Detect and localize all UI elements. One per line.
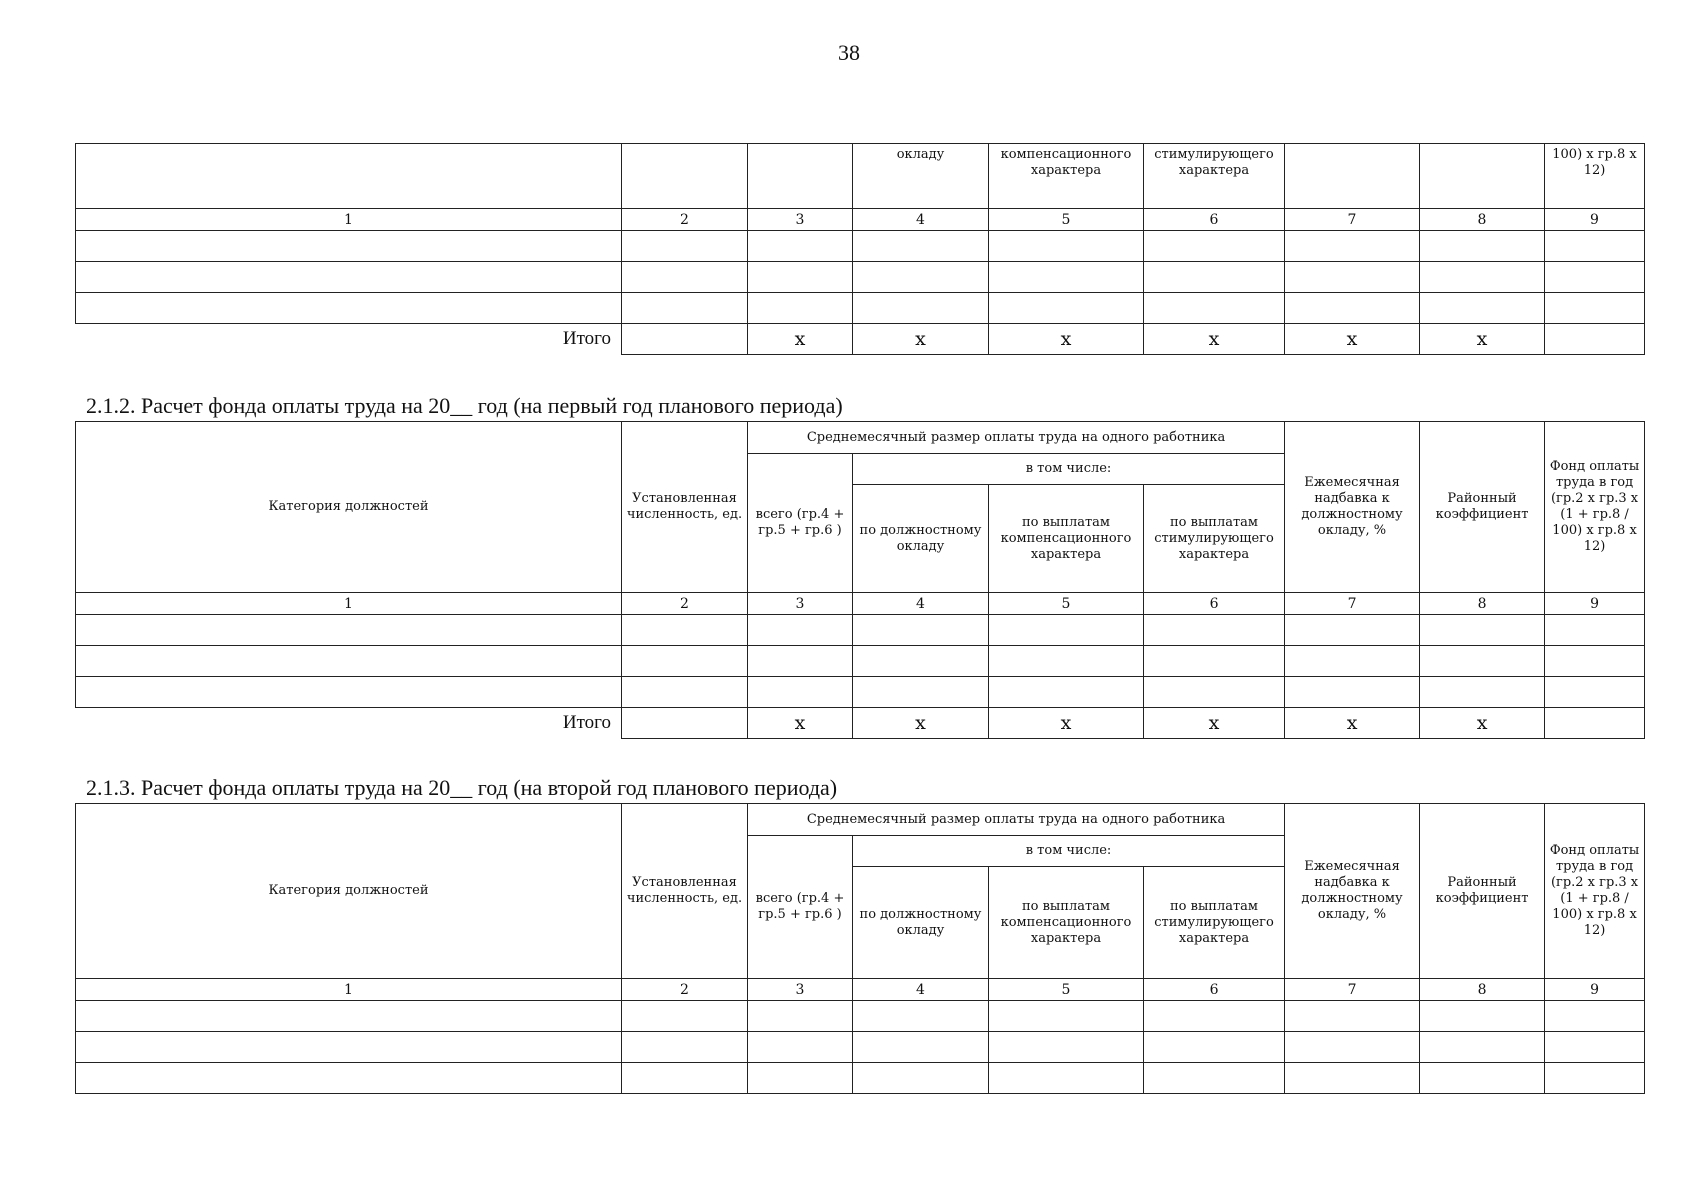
table-row xyxy=(76,1001,1645,1032)
header-compensation: по выплатам компенсационного характера xyxy=(989,485,1144,593)
input-cell[interactable] xyxy=(1545,677,1645,708)
total-mark: х xyxy=(748,324,853,355)
input-cell[interactable] xyxy=(1545,1001,1645,1032)
input-cell[interactable] xyxy=(622,1001,748,1032)
input-cell[interactable] xyxy=(1144,677,1285,708)
input-cell[interactable] xyxy=(1285,677,1420,708)
input-cell[interactable] xyxy=(1285,1001,1420,1032)
column-number: 8 xyxy=(1420,979,1545,1001)
header-cell xyxy=(748,144,853,209)
input-cell[interactable] xyxy=(748,262,853,293)
table-row xyxy=(76,677,1645,708)
column-number: 6 xyxy=(1144,209,1285,231)
header-including: в том числе: xyxy=(853,836,1285,867)
input-cell[interactable] xyxy=(1144,231,1285,262)
input-cell[interactable] xyxy=(853,1032,989,1063)
total-row xyxy=(76,708,1645,739)
input-cell[interactable] xyxy=(76,646,622,677)
input-cell[interactable] xyxy=(1420,677,1545,708)
total-mark: х xyxy=(989,708,1144,739)
input-cell[interactable] xyxy=(1144,1001,1285,1032)
input-cell[interactable] xyxy=(748,231,853,262)
header-cell xyxy=(622,144,748,209)
input-cell[interactable] xyxy=(1144,1032,1285,1063)
header-avg-monthly: Среднемесячный размер оплаты труда на одного работника xyxy=(748,804,1285,836)
input-cell[interactable] xyxy=(1285,1032,1420,1063)
header-staff-count: Установленная численность, ед. xyxy=(622,422,748,593)
input-cell[interactable] xyxy=(76,677,622,708)
page-number: 38 xyxy=(838,40,860,65)
table-row xyxy=(76,646,1645,677)
input-cell[interactable] xyxy=(748,677,853,708)
column-number: 2 xyxy=(622,593,748,615)
column-number-row xyxy=(76,979,1645,1001)
column-number: 7 xyxy=(1285,979,1420,1001)
column-number: 7 xyxy=(1285,209,1420,231)
header-cell xyxy=(1420,144,1545,209)
column-number: 2 xyxy=(622,209,748,231)
header-regional-coef: Районный коэффициент xyxy=(1420,804,1545,979)
input-cell[interactable] xyxy=(1285,231,1420,262)
input-cell[interactable] xyxy=(1420,615,1545,646)
input-cell[interactable] xyxy=(76,1001,622,1032)
total-mark: х xyxy=(989,324,1144,355)
input-cell[interactable] xyxy=(1144,1063,1285,1094)
column-number: 8 xyxy=(1420,209,1545,231)
input-cell[interactable] xyxy=(853,1001,989,1032)
total-label: Итого xyxy=(76,324,622,355)
input-cell[interactable] xyxy=(989,1032,1144,1063)
header-cell xyxy=(76,144,622,209)
input-cell[interactable] xyxy=(989,1063,1144,1094)
total-staff-cell[interactable] xyxy=(622,324,748,355)
section-212-title: 2.1.2. Расчет фонда оплаты труда на 20__ год (на первый год планового периода) xyxy=(86,393,843,418)
input-cell[interactable] xyxy=(622,262,748,293)
input-cell[interactable] xyxy=(1285,615,1420,646)
column-number: 1 xyxy=(76,593,622,615)
column-number: 4 xyxy=(853,209,989,231)
header-by-salary: по должностному окладу xyxy=(853,485,989,593)
input-cell[interactable] xyxy=(853,231,989,262)
table-row xyxy=(76,293,1645,324)
header-category: Категория должностей xyxy=(76,804,622,979)
input-cell[interactable] xyxy=(748,1001,853,1032)
total-mark: х xyxy=(1144,708,1285,739)
table-row xyxy=(76,1032,1645,1063)
header-annual-fund: Фонд оплаты труда в год (гр.2 х гр.3 х (1 + гр.8 / 100) х гр.8 х 12) xyxy=(1545,422,1645,593)
total-mark: х xyxy=(1285,708,1420,739)
column-number: 4 xyxy=(853,979,989,1001)
table-row xyxy=(76,262,1645,293)
column-number: 4 xyxy=(853,593,989,615)
input-cell[interactable] xyxy=(76,1063,622,1094)
column-number: 7 xyxy=(1285,593,1420,615)
input-cell[interactable] xyxy=(1144,615,1285,646)
input-cell[interactable] xyxy=(622,293,748,324)
input-cell[interactable] xyxy=(989,677,1144,708)
input-cell[interactable] xyxy=(1285,1063,1420,1094)
column-number: 9 xyxy=(1545,593,1645,615)
input-cell[interactable] xyxy=(76,231,622,262)
input-cell[interactable] xyxy=(748,646,853,677)
input-cell[interactable] xyxy=(622,1063,748,1094)
header-including: в том числе: xyxy=(853,454,1285,485)
input-cell[interactable] xyxy=(1545,1032,1645,1063)
column-number: 9 xyxy=(1545,979,1645,1001)
column-number: 3 xyxy=(748,593,853,615)
table-row xyxy=(76,615,1645,646)
total-mark: х xyxy=(853,708,989,739)
header-total: всего (гр.4 + гр.5 + гр.6 ) xyxy=(748,454,853,593)
input-cell[interactable] xyxy=(989,646,1144,677)
input-cell[interactable] xyxy=(748,1032,853,1063)
input-cell[interactable] xyxy=(1545,293,1645,324)
input-cell[interactable] xyxy=(853,262,989,293)
table-row xyxy=(76,1063,1645,1094)
input-cell[interactable] xyxy=(622,615,748,646)
input-cell[interactable] xyxy=(1144,262,1285,293)
header-incentive: по выплатам стимулирующего характера xyxy=(1144,485,1285,593)
input-cell[interactable] xyxy=(622,231,748,262)
header-by-salary: по должностному окладу xyxy=(853,867,989,979)
section-213-title: 2.1.3. Расчет фонда оплаты труда на 20__ год (на второй год планового периода) xyxy=(86,775,838,800)
header-regional-coef: Районный коэффициент xyxy=(1420,422,1545,593)
total-label: Итого xyxy=(76,708,622,739)
table-row xyxy=(76,231,1645,262)
total-fund-cell[interactable] xyxy=(1545,324,1645,355)
input-cell[interactable] xyxy=(989,231,1144,262)
input-cell[interactable] xyxy=(1144,646,1285,677)
header-total: всего (гр.4 + гр.5 + гр.6 ) xyxy=(748,836,853,979)
input-cell[interactable] xyxy=(853,677,989,708)
header-annual-fund: Фонд оплаты труда в год (гр.2 х гр.3 х (1 + гр.8 / 100) х гр.8 х 12) xyxy=(1545,804,1645,979)
total-staff-cell[interactable] xyxy=(622,708,748,739)
total-fund-cell[interactable] xyxy=(1545,708,1645,739)
column-number: 1 xyxy=(76,979,622,1001)
header-annual-fund-tail: 100) х гр.8 х 12) xyxy=(1545,144,1645,209)
column-number: 5 xyxy=(989,593,1144,615)
input-cell[interactable] xyxy=(1285,262,1420,293)
input-cell[interactable] xyxy=(76,615,622,646)
input-cell[interactable] xyxy=(748,615,853,646)
total-mark: х xyxy=(748,708,853,739)
column-number: 1 xyxy=(76,209,622,231)
input-cell[interactable] xyxy=(1545,262,1645,293)
column-number: 3 xyxy=(748,209,853,231)
total-mark: х xyxy=(1144,324,1285,355)
header-by-salary-tail: окладу xyxy=(853,144,989,209)
header-category: Категория должностей xyxy=(76,422,622,593)
column-number: 3 xyxy=(748,979,853,1001)
header-staff-count: Установленная численность, ед. xyxy=(622,804,748,979)
header-monthly-bonus: Ежемесячная надбавка к должностному окладу, % xyxy=(1285,804,1420,979)
column-number-row xyxy=(76,593,1645,615)
header-incentive-tail: стимулирующего характера xyxy=(1144,144,1285,209)
header-cell xyxy=(1285,144,1420,209)
column-number: 6 xyxy=(1144,593,1285,615)
input-cell[interactable] xyxy=(76,1032,622,1063)
input-cell[interactable] xyxy=(622,1032,748,1063)
column-number-row xyxy=(76,209,1645,231)
input-cell[interactable] xyxy=(853,646,989,677)
column-number: 5 xyxy=(989,979,1144,1001)
input-cell[interactable] xyxy=(989,293,1144,324)
table-continuation xyxy=(75,143,1645,355)
table-section-212 xyxy=(75,421,1645,739)
column-number: 9 xyxy=(1545,209,1645,231)
table-section-213 xyxy=(75,803,1645,1094)
input-cell[interactable] xyxy=(76,262,622,293)
input-cell[interactable] xyxy=(853,615,989,646)
input-cell[interactable] xyxy=(989,615,1144,646)
input-cell[interactable] xyxy=(1420,646,1545,677)
input-cell[interactable] xyxy=(1420,1032,1545,1063)
input-cell[interactable] xyxy=(1420,231,1545,262)
input-cell[interactable] xyxy=(622,646,748,677)
header-incentive: по выплатам стимулирующего характера xyxy=(1144,867,1285,979)
column-number: 2 xyxy=(622,979,748,1001)
input-cell[interactable] xyxy=(989,1001,1144,1032)
input-cell[interactable] xyxy=(989,262,1144,293)
total-mark: х xyxy=(853,324,989,355)
total-row xyxy=(76,324,1645,355)
header-compensation: по выплатам компенсационного характера xyxy=(989,867,1144,979)
input-cell[interactable] xyxy=(1144,293,1285,324)
input-cell[interactable] xyxy=(748,293,853,324)
input-cell[interactable] xyxy=(1545,1063,1645,1094)
input-cell[interactable] xyxy=(76,293,622,324)
input-cell[interactable] xyxy=(1285,646,1420,677)
header-avg-monthly: Среднемесячный размер оплаты труда на одного работника xyxy=(748,422,1285,454)
header-monthly-bonus: Ежемесячная надбавка к должностному окладу, % xyxy=(1285,422,1420,593)
column-number: 5 xyxy=(989,209,1144,231)
header-compensation-tail: компенсационного характера xyxy=(989,144,1144,209)
input-cell[interactable] xyxy=(1545,615,1645,646)
input-cell[interactable] xyxy=(1420,1063,1545,1094)
total-mark: х xyxy=(1420,708,1545,739)
input-cell[interactable] xyxy=(1420,293,1545,324)
input-cell[interactable] xyxy=(1285,293,1420,324)
input-cell[interactable] xyxy=(1420,262,1545,293)
column-number: 8 xyxy=(1420,593,1545,615)
column-number: 6 xyxy=(1144,979,1285,1001)
input-cell[interactable] xyxy=(1545,646,1645,677)
input-cell[interactable] xyxy=(1545,231,1645,262)
input-cell[interactable] xyxy=(1420,1001,1545,1032)
total-mark: х xyxy=(1420,324,1545,355)
input-cell[interactable] xyxy=(853,1063,989,1094)
input-cell[interactable] xyxy=(622,677,748,708)
input-cell[interactable] xyxy=(853,293,989,324)
input-cell[interactable] xyxy=(748,1063,853,1094)
total-mark: х xyxy=(1285,324,1420,355)
